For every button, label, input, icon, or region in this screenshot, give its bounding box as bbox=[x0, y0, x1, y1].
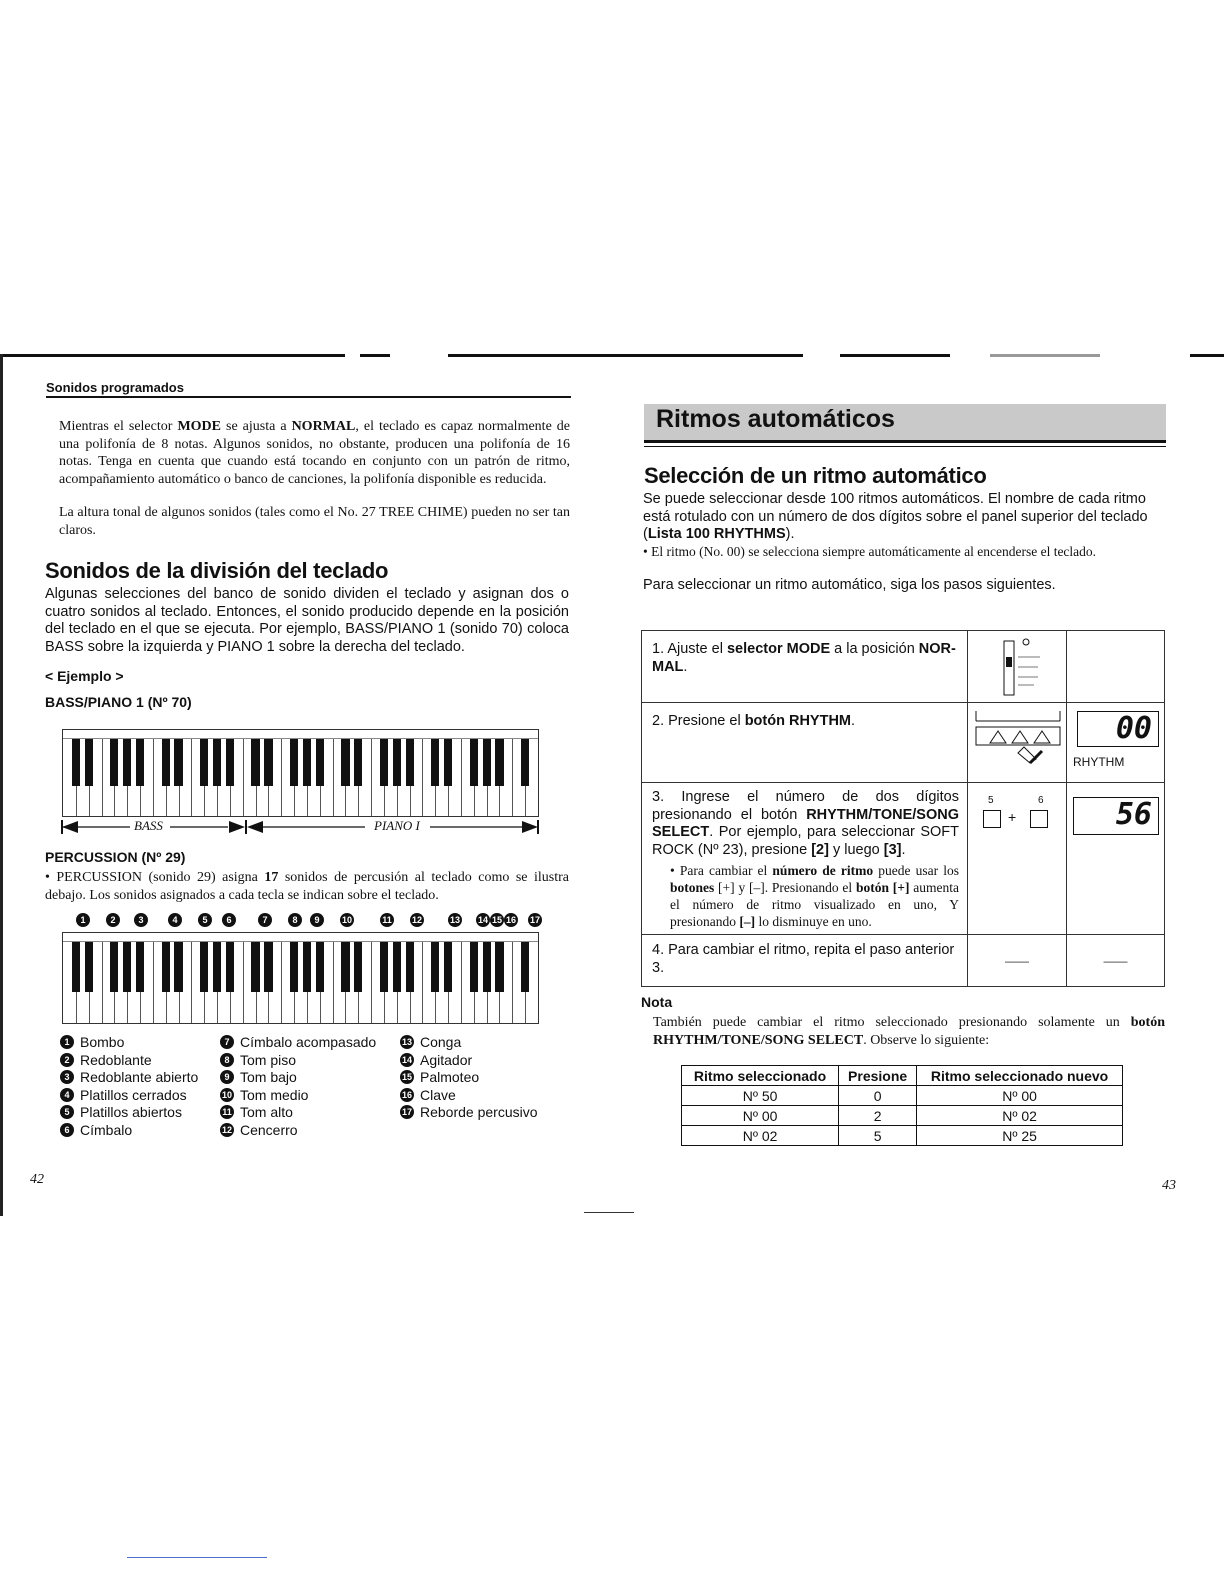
text: Se puede seleccionar desde 100 ritmos automáticos. El nombre de cada ritmo está rotulado con un número de dos dígitos sobre el panel superior del teclado ( bbox=[643, 491, 1148, 542]
legend-item bbox=[400, 1087, 456, 1103]
black-key bbox=[251, 739, 259, 786]
black-key bbox=[406, 739, 414, 786]
legend-item bbox=[220, 1052, 296, 1068]
key-number-badge: 11 bbox=[380, 913, 394, 927]
step-2-figure-cell bbox=[968, 703, 1067, 783]
key-number-row bbox=[62, 913, 542, 931]
text-bold: RHYTHM/TONE/SONG SELECT bbox=[652, 806, 959, 840]
text: El ritmo (No. 00) se selecciona siempre automáticamente al encenderse el teclado. bbox=[651, 544, 1097, 559]
black-key bbox=[226, 739, 234, 786]
black-key bbox=[85, 739, 93, 786]
split-body: Algunas selecciones del banco de sonido dividen el teclado y asignan dos o cuatro sonidos al teclado. Entonces, el sonido producido depende en la posición del teclado en el que se ejecuta. Por ejemplo, BASS/PIANO 1 (sonido 70) coloca BASS sobre la izquierda y PIANO 1 sobre la derecha del teclado. bbox=[45, 586, 569, 655]
step-3-subnote bbox=[642, 859, 967, 930]
table-header-row bbox=[682, 1066, 1123, 1086]
black-key bbox=[341, 739, 349, 786]
white-key bbox=[371, 739, 372, 816]
split-right-label: PIANO I bbox=[374, 818, 420, 833]
step-4-cell bbox=[642, 935, 968, 987]
legend-item bbox=[400, 1052, 472, 1068]
legend-number-badge: 15 bbox=[401, 1072, 412, 1083]
dash: —— bbox=[1005, 953, 1029, 968]
legend-number-badge: 12 bbox=[221, 1124, 232, 1135]
legend-number-badge: 8 bbox=[220, 1053, 234, 1067]
key-number-badge: 14 bbox=[477, 915, 488, 925]
step-4-text: 4. Para cambiar el ritmo, repita el paso anterior 3. bbox=[652, 942, 955, 976]
legend-label: Bombo bbox=[80, 1034, 125, 1050]
legend-number-badge: 13 bbox=[401, 1037, 412, 1048]
column-header: Ritmo seleccionado nuevo bbox=[917, 1066, 1123, 1086]
black-key bbox=[521, 739, 529, 786]
white-key bbox=[512, 942, 513, 1023]
keyboard-panel bbox=[63, 933, 538, 942]
white-key bbox=[243, 942, 244, 1023]
black-key bbox=[251, 942, 259, 992]
split-heading: Sonidos de la división del teclado bbox=[45, 558, 389, 583]
text: También puede cambiar el ritmo seleccionado presionando solamente un bbox=[653, 1015, 1131, 1030]
legend-item bbox=[60, 1034, 124, 1050]
black-key bbox=[380, 739, 388, 786]
text: sonidos de percusión al teclado como se ilustra debajo. Los sonidos asignados a cada tecla se indican sobre el teclado. bbox=[45, 870, 569, 903]
step-2-lcd-cell bbox=[1067, 703, 1165, 783]
white-key bbox=[153, 739, 154, 816]
white-key bbox=[281, 942, 282, 1023]
black-key bbox=[431, 739, 439, 786]
text: . Por ejemplo, para seleccionar SOFT ROCK (Nº 23), presione bbox=[652, 824, 959, 858]
black-key bbox=[316, 739, 324, 786]
black-key bbox=[495, 942, 503, 992]
black-key bbox=[393, 942, 401, 992]
white-key bbox=[102, 942, 103, 1023]
table-cell: Nº 50 bbox=[682, 1086, 839, 1106]
black-key bbox=[200, 942, 208, 992]
legend-item bbox=[220, 1122, 298, 1138]
key-label-5: 5 bbox=[988, 795, 994, 806]
black-key bbox=[72, 942, 80, 992]
rhythm-intro bbox=[643, 491, 1168, 544]
keyboard-diagram-percussion bbox=[62, 932, 539, 1024]
white-key bbox=[512, 739, 513, 816]
key-number-badge: 4 bbox=[168, 913, 182, 927]
text-bold: botón RHYTHM bbox=[744, 713, 852, 729]
legend-number-badge: 16 bbox=[401, 1089, 412, 1100]
legend-label: Palmoteo bbox=[420, 1069, 480, 1085]
text-bold: NOR-MAL bbox=[652, 641, 956, 675]
legend-label: Clave bbox=[420, 1086, 456, 1103]
key-number-badge: 9 bbox=[310, 913, 324, 927]
table-cell: 5 bbox=[839, 1126, 917, 1146]
white-key bbox=[102, 739, 103, 816]
key-icon-6 bbox=[1030, 810, 1048, 828]
legend-label: Tom medio bbox=[240, 1086, 309, 1103]
page-title: Ritmos automáticos bbox=[656, 405, 895, 433]
dash: —— bbox=[1103, 953, 1128, 968]
legend-label: Tom piso bbox=[240, 1051, 297, 1068]
text-bold: 17 bbox=[264, 870, 279, 885]
table-cell: Nº 00 bbox=[682, 1106, 839, 1126]
section-header: Sonidos programados bbox=[46, 380, 184, 395]
text-bold: selector MODE bbox=[726, 641, 831, 657]
legend-label: Cencerro bbox=[240, 1121, 298, 1138]
text: ). bbox=[785, 526, 795, 542]
legend-label: Redoblante abierto bbox=[80, 1069, 199, 1085]
text: y luego bbox=[828, 841, 884, 858]
legend-item bbox=[400, 1069, 479, 1085]
black-key bbox=[354, 739, 362, 786]
key-number-badge: 6 bbox=[222, 913, 236, 927]
legend-number-badge: 2 bbox=[60, 1053, 74, 1067]
black-key bbox=[110, 739, 118, 786]
text: aumenta el número de ritmo visualizado en uno, Y presionando bbox=[670, 880, 959, 929]
black-key bbox=[110, 942, 118, 992]
key-number-badge: 16 bbox=[505, 915, 516, 925]
black-key bbox=[174, 942, 182, 992]
top-rule bbox=[0, 354, 1224, 358]
legend-item bbox=[220, 1087, 308, 1103]
table-cell: Nº 25 bbox=[917, 1126, 1123, 1146]
black-key bbox=[85, 942, 93, 992]
black-key bbox=[162, 942, 170, 992]
legend-item bbox=[220, 1104, 293, 1120]
legend-item bbox=[220, 1069, 297, 1085]
legend-number-badge: 3 bbox=[60, 1070, 74, 1084]
text: . Observe lo siguiente: bbox=[863, 1032, 990, 1048]
legend-label: Conga bbox=[420, 1034, 462, 1050]
black-key bbox=[264, 739, 272, 786]
example-label: < Ejemplo > bbox=[45, 668, 124, 684]
legend-number-badge: 17 bbox=[401, 1107, 412, 1118]
key-number-badge: 1 bbox=[76, 913, 90, 927]
key-number-badge: 3 bbox=[134, 913, 148, 927]
white-key bbox=[281, 739, 282, 816]
legend-label: Platillos cerrados bbox=[80, 1086, 187, 1103]
black-key bbox=[162, 739, 170, 786]
key-icon-5 bbox=[983, 810, 1001, 828]
nota-table bbox=[681, 1065, 1123, 1146]
text: . bbox=[901, 841, 906, 858]
key-number-badge: 17 bbox=[529, 915, 540, 925]
black-key bbox=[226, 942, 234, 992]
black-key bbox=[136, 739, 144, 786]
white-key bbox=[191, 739, 192, 816]
step-3-figure-cell bbox=[968, 783, 1067, 935]
text-bold: Lista 100 RHYTHMS bbox=[647, 526, 786, 542]
white-key bbox=[422, 739, 423, 816]
white-key bbox=[461, 942, 462, 1023]
table-cell: Nº 00 bbox=[917, 1086, 1123, 1106]
black-key bbox=[303, 739, 311, 786]
bottom-link-line bbox=[127, 1557, 267, 1558]
legend-label: Agitador bbox=[420, 1051, 473, 1068]
text: PERCUSSION (sonido 29) asigna bbox=[56, 870, 265, 885]
page-edge bbox=[0, 354, 3, 1216]
legend-item bbox=[60, 1104, 182, 1120]
text: puede usar los bbox=[873, 863, 959, 878]
black-key bbox=[303, 942, 311, 992]
black-key bbox=[495, 739, 503, 786]
legend-number-badge: 4 bbox=[60, 1088, 74, 1102]
black-key bbox=[213, 739, 221, 786]
bullet: • bbox=[643, 544, 652, 559]
text: , el teclado es capaz normalmente de una polifonía de 8 notas. Algunos sonidos, no obstante, producen una polifonía de 16 notas. Tenga en cuenta que cuando está tocando en conjunto con un patrón de ritmo, acompañamiento automático o banco de canciones, la polifonía disponible es reducida. bbox=[59, 419, 571, 487]
black-key bbox=[200, 739, 208, 786]
key-number-badge: 10 bbox=[341, 915, 352, 925]
text-bold: número de ritmo bbox=[772, 863, 874, 878]
key-number-badge: 8 bbox=[288, 913, 302, 927]
page-number-left: 42 bbox=[30, 1172, 44, 1187]
lcd-display-56: 56 bbox=[1073, 797, 1159, 835]
white-key bbox=[191, 942, 192, 1023]
legend-label: Redoblante bbox=[80, 1051, 152, 1068]
legend-number-badge: 9 bbox=[220, 1070, 234, 1084]
polyphony-paragraph bbox=[59, 418, 570, 488]
steps-intro: Para seleccionar un ritmo automático, siga los pasos siguientes. bbox=[643, 577, 1056, 593]
black-key bbox=[431, 942, 439, 992]
black-key bbox=[483, 739, 491, 786]
lcd-display-00: 00 bbox=[1077, 711, 1159, 747]
steps-table bbox=[641, 630, 1165, 987]
white-key bbox=[153, 942, 154, 1023]
text: . bbox=[683, 658, 688, 675]
text: Mientras el selector bbox=[59, 419, 178, 434]
bullet: • bbox=[45, 870, 57, 885]
legend-number-badge: 7 bbox=[220, 1035, 234, 1049]
black-key bbox=[470, 942, 478, 992]
lcd-label-rhythm: RHYTHM bbox=[1073, 755, 1125, 769]
text-bold: botones bbox=[670, 880, 715, 895]
table-row bbox=[682, 1126, 1123, 1146]
black-key bbox=[290, 942, 298, 992]
white-key bbox=[461, 739, 462, 816]
pitch-paragraph: La altura tonal de algunos sonidos (tales como el No. 27 TREE CHIME) pueden no ser tan claros. bbox=[59, 505, 570, 538]
step-4-lcd-cell bbox=[1067, 935, 1165, 987]
black-key bbox=[123, 942, 131, 992]
legend-number-badge: 6 bbox=[60, 1123, 74, 1137]
step-1-figure-cell bbox=[968, 631, 1067, 703]
key-number-badge: 13 bbox=[449, 915, 460, 925]
black-key bbox=[444, 739, 452, 786]
step-3-text bbox=[642, 783, 967, 859]
black-key bbox=[264, 942, 272, 992]
legend-item bbox=[60, 1052, 152, 1068]
text-bold: botón [+] bbox=[855, 880, 910, 895]
black-key bbox=[406, 942, 414, 992]
bullet: • bbox=[670, 863, 680, 878]
black-key bbox=[393, 739, 401, 786]
text: a la posición bbox=[830, 641, 919, 657]
table-cell: Nº 02 bbox=[682, 1126, 839, 1146]
step-1-lcd-cell bbox=[1067, 631, 1165, 703]
black-key bbox=[521, 942, 529, 992]
black-key bbox=[123, 739, 131, 786]
split-left-label: BASS bbox=[134, 818, 163, 833]
plus-sign: + bbox=[1008, 809, 1017, 825]
text-bold: [–] bbox=[739, 914, 756, 929]
page-number-right: 43 bbox=[1162, 1178, 1176, 1193]
text-bold: NORMAL bbox=[291, 419, 356, 434]
nota-label: Nota bbox=[641, 994, 673, 1010]
mode-selector-icon bbox=[968, 631, 1066, 697]
legend-number-badge: 14 bbox=[401, 1054, 412, 1065]
legend-label: Platillos abiertos bbox=[80, 1104, 182, 1120]
column-header: Ritmo seleccionado bbox=[682, 1066, 839, 1086]
key-number-badge: 2 bbox=[106, 913, 120, 927]
rhythm-bullet bbox=[643, 544, 1168, 560]
step-1-text bbox=[642, 631, 967, 676]
legend-label: Reborde percusivo bbox=[420, 1104, 538, 1120]
legend-label: Tom alto bbox=[240, 1104, 293, 1120]
text-bold: botón RHYTHM/TONE/SONG SELECT bbox=[653, 1015, 1165, 1048]
white-key bbox=[333, 739, 334, 816]
column-header: Presione bbox=[839, 1066, 917, 1086]
text: 3. Ingrese el número de dos dígitos presionando el botón bbox=[652, 789, 959, 823]
key-label-6: 6 bbox=[1038, 795, 1044, 806]
legend-item bbox=[400, 1104, 538, 1120]
table-cell: 0 bbox=[839, 1086, 917, 1106]
table-row bbox=[682, 1106, 1123, 1126]
text: 1. Ajuste el bbox=[652, 641, 727, 657]
legend-number-badge: 11 bbox=[220, 1105, 234, 1119]
legend-label: Címbalo acompasado bbox=[240, 1034, 377, 1050]
black-key bbox=[483, 942, 491, 992]
text: 2. Presione el bbox=[652, 713, 745, 729]
black-key bbox=[72, 739, 80, 786]
text-bold: MODE bbox=[177, 419, 221, 434]
step-4-figure-cell bbox=[968, 935, 1067, 987]
percussion-label: PERCUSSION (Nº 29) bbox=[45, 849, 186, 865]
black-key bbox=[354, 942, 362, 992]
legend-item bbox=[220, 1034, 376, 1050]
split-arrow bbox=[60, 818, 540, 836]
black-key bbox=[470, 739, 478, 786]
text-bold: [2] bbox=[811, 841, 829, 858]
keyboard-diagram-split bbox=[62, 729, 539, 817]
step-3-cell bbox=[642, 783, 968, 935]
white-key bbox=[333, 942, 334, 1023]
section-rule bbox=[46, 396, 571, 398]
legend-item bbox=[400, 1034, 461, 1050]
legend-number-badge: 1 bbox=[60, 1035, 74, 1049]
black-key bbox=[290, 739, 298, 786]
white-key bbox=[422, 942, 423, 1023]
white-key bbox=[371, 942, 372, 1023]
legend-item bbox=[60, 1122, 132, 1138]
step-2-text bbox=[642, 703, 967, 731]
bottom-mark bbox=[584, 1212, 634, 1213]
title-rule bbox=[644, 446, 1166, 447]
step-1-cell bbox=[642, 631, 968, 703]
black-key bbox=[380, 942, 388, 992]
key-number-badge: 7 bbox=[258, 913, 272, 927]
bass-piano-label: BASS/PIANO 1 (Nº 70) bbox=[45, 694, 192, 710]
legend-label: Címbalo bbox=[80, 1121, 133, 1138]
key-number-badge: 5 bbox=[198, 913, 212, 927]
step-3-lcd-cell bbox=[1067, 783, 1165, 935]
text: [+] y [–]. Presionando el bbox=[714, 880, 856, 895]
key-number-badge: 12 bbox=[411, 915, 422, 925]
black-key bbox=[213, 942, 221, 992]
legend-number-badge: 10 bbox=[221, 1089, 232, 1100]
rhythm-button-icon bbox=[968, 703, 1066, 777]
text: lo disminuye en uno. bbox=[755, 914, 872, 929]
black-key bbox=[444, 942, 452, 992]
table-row bbox=[682, 1086, 1123, 1106]
keyboard-panel bbox=[63, 730, 538, 739]
step-2-cell bbox=[642, 703, 968, 783]
table-cell: 2 bbox=[839, 1106, 917, 1126]
text: Para cambiar el bbox=[679, 863, 773, 878]
text-bold: [3] bbox=[883, 841, 902, 858]
black-key bbox=[174, 739, 182, 786]
rhythm-heading: Selección de un ritmo automático bbox=[644, 463, 987, 488]
black-key bbox=[316, 942, 324, 992]
key-number-badge: 15 bbox=[491, 915, 502, 925]
black-key bbox=[136, 942, 144, 992]
white-key bbox=[243, 739, 244, 816]
nota-text bbox=[653, 1014, 1165, 1049]
legend-number-badge: 5 bbox=[60, 1105, 74, 1119]
table-cell: Nº 02 bbox=[917, 1106, 1123, 1126]
legend-item bbox=[60, 1087, 187, 1103]
black-key bbox=[341, 942, 349, 992]
legend-label: Tom bajo bbox=[240, 1069, 297, 1085]
text: se ajusta a bbox=[221, 419, 292, 434]
percussion-text bbox=[45, 869, 569, 904]
legend-item bbox=[60, 1069, 198, 1085]
text: . bbox=[851, 713, 856, 729]
